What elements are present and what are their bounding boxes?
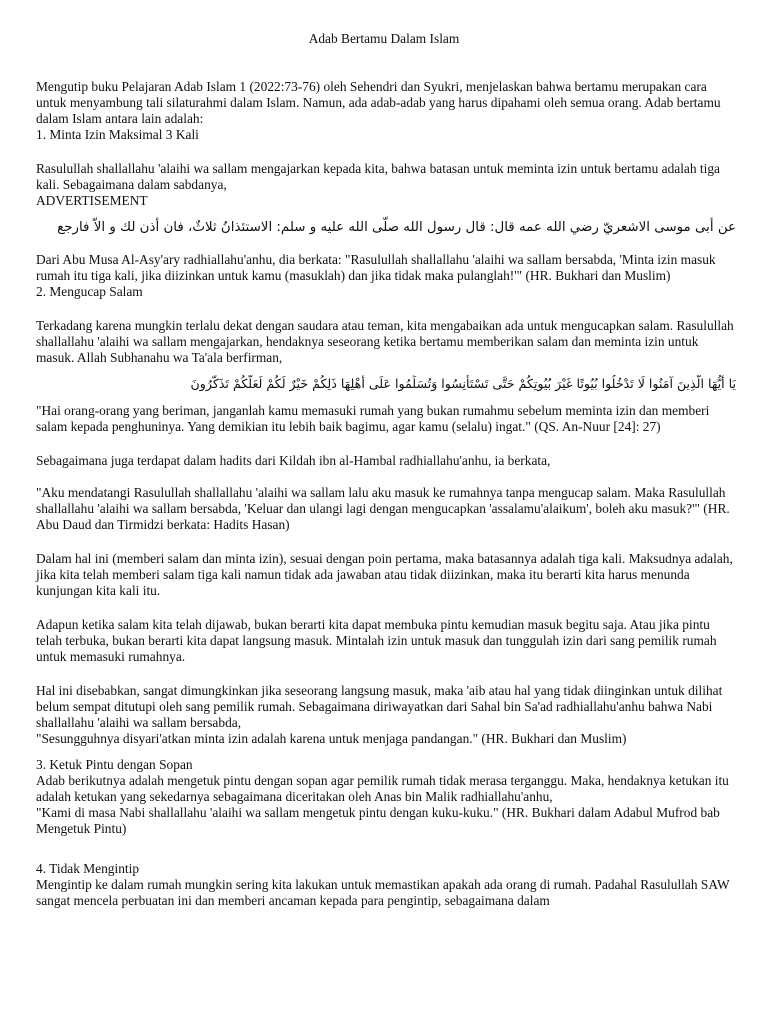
document-body	[36, 79, 736, 909]
paragraph-ketuk-pintu: 3. Ketuk Pintu dengan Sopan Adab berikutnya adalah mengetuk pintu dengan sopan agar pemilik rumah tidak merasa terganggu. Maka, hendaknya ketukan itu adalah ketukan yang sekedarnya sebagaimana diceritakan oleh Anas bin Malik radhiallahu'anhu, "Kami di masa Nabi shallallahu 'alaihi wa sallam mengetuk pintu dengan kuku-kuku." (HR. Bukhari dalam Adabul Mufrod bab Mengetuk Pintu)	[36, 757, 729, 836]
arabic-quran-verse: يَا أَيُّهَا الَّذِينَ آمَنُوا لَا تَدْخُلُوا بُيُوتًا غَيْرَ بُيُوتِكُمْ حَتَّى تَسْتَأْنِسُوا وَتُسَلِّمُوا عَلَى أَهْلِهَا ذَلِكُمْ خَيْرٌ لَكُمْ لَعَلَّكُمْ تَذَكَّرُونَ	[190, 376, 736, 391]
paragraph-izin-tiga-kali: Rasulullah shallallahu 'alaihi wa sallam mengajarkan kepada kita, bahwa batasan untuk meminta izin untuk bertamu adalah tiga kali. Sebagaimana dalam sabdanya, ADVERTISEMENT	[36, 161, 720, 208]
paragraph-menjaga-pandangan: Hal ini disebabkan, sangat dimungkinkan jika seseorang langsung masuk, maka 'aib atau hal yang tidak diinginkan untuk dilihat belum sempat ditutupi oleh sang pemilik rumah. Sebagaimana diriwayatkan dari Sahal bin Sa'ad radhiallahu'anhu bahwa Nabi shallallahu 'alaihi wa sallam bersabda, "Sesungguhnya disyari'atkan minta izin adalah karena untuk menjaga pandangan." (HR. Bukhari dan Muslim)	[36, 683, 723, 746]
paragraph-verse-translation: "Hai orang-orang yang beriman, janganlah kamu memasuki rumah yang bukan rumahmu sebelum meminta izin dan memberi salam kepada penghuninya. Yang demikian itu lebih baik bagimu, agar kamu (selalu) ingat." (QS. An-Nuur [24]: 27)	[36, 403, 710, 434]
paragraph-mengucap-salam: Terkadang karena mungkin terlalu dekat dengan saudara atau teman, kita mengabaikan ada untuk mengucapkan salam. Rasulullah shallallahu 'alaihi wa sallam mengajarkan, hendaknya seseorang ketika bertamu memberikan salam dan meminta izin untuk masuk. Allah Subhanahu wa Ta'ala berfirman,	[36, 318, 734, 365]
paragraph-kildah-quote: "Aku mendatangi Rasulullah shallallahu 'alaihi wa sallam lalu aku masuk ke rumahnya tanpa mengucap salam. Maka Rasulullah shallallahu 'alaihi wa sallam bersabda, 'Keluar dan ulangi lagi dengan mengucapkan 'assalamu'alaikum', boleh aku masuk?'" (HR. Abu Daud dan Tirmidzi berkata: Hadits Hasan)	[36, 485, 730, 532]
paragraph-tidak-mengintip: 4. Tidak Mengintip Mengintip ke dalam rumah mungkin sering kita lakukan untuk memastikan apakah ada orang di rumah. Padahal Rasulullah SAW sangat mencela perbuatan ini dan memberi ancaman kepada para pengintip, sebagaimana dalam	[36, 861, 730, 908]
paragraph-hadith-translation: Dari Abu Musa Al-Asy'ary radhiallahu'anhu, dia berkata: "Rasulullah shallallahu 'alaihi wa sallam bersabda, 'Minta izin masuk rumah itu tiga kali, jika diizinkan untuk kamu (masuklah) dan jika tidak maka pulanglah!'" (HR. Bukhari dan Muslim) 2. Mengucap Salam	[36, 252, 716, 299]
paragraph-izin-masuk: Adapun ketika salam kita telah dijawab, bukan berarti kita dapat membuka pintu kemudian masuk begitu saja. Atau jika pintu telah terbuka, bukan berarti kita dapat langsung masuk. Mintalah izin untuk masuk dan tunggulah izin dari sang pemilik rumah untuk memasuki rumahnya.	[36, 617, 717, 664]
arabic-hadith-text: عن أبى موسى الاشعريّ رضي الله عمه قال: قال رسول الله صلّى الله عليه و سلم: الاستئذانُ ثلاثٌ، فان أذن لك و الاّ فارجع	[57, 220, 736, 235]
paragraph-batasan-salam: Dalam hal ini (memberi salam dan minta izin), sesuai dengan poin pertama, maka batasannya adalah tiga kali. Maksudnya adalah, jika kita telah memberi salam tiga kali namun tidak ada jawaban atau tidak diizinkan, maka itu berarti kita harus menunda kunjungan kita kali itu.	[36, 551, 733, 598]
document-title: Adab Bertamu Dalam Islam	[308, 31, 460, 46]
paragraph-kildah-intro: Sebagaimana juga terdapat dalam hadits dari Kildah ibn al-Hambal radhiallahu'anhu, ia berkata,	[36, 453, 551, 468]
paragraph-intro: Mengutip buku Pelajaran Adab Islam 1 (2022:73-76) oleh Sehendri dan Syukri, menjelaskan bahwa bertamu merupakan cara untuk menyambung tali silaturahmi dalam Islam. Namun, ada adab-adab yang harus dipahami oleh semua orang. Adab bertamu dalam Islam antara lain adalah: 1. Minta Izin Maksimal 3 Kali	[36, 79, 721, 142]
